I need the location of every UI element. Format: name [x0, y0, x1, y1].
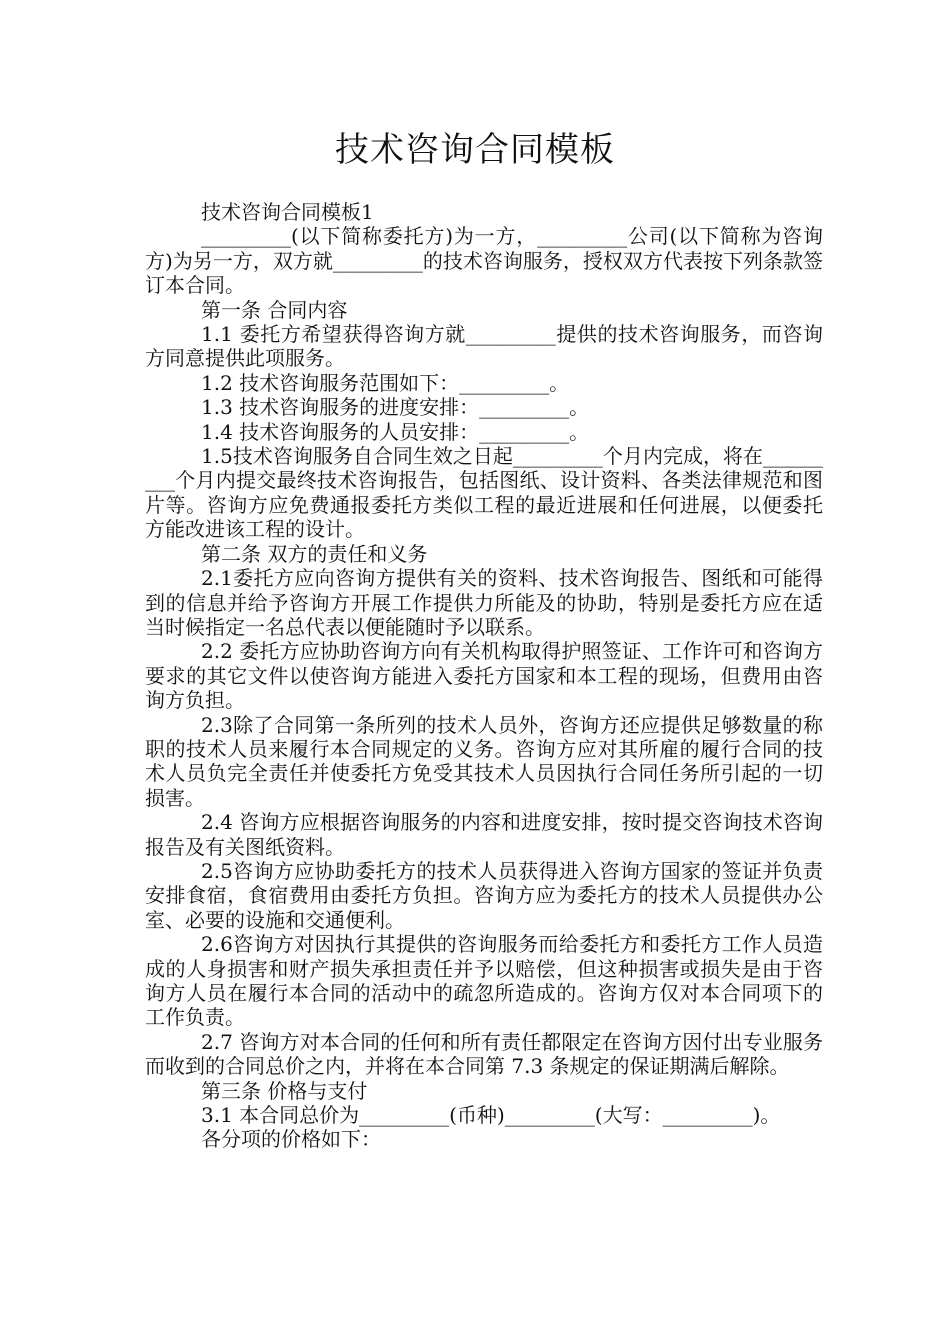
document-title: 技术咨询合同模板 — [335, 130, 615, 170]
document-body — [145, 200, 823, 1152]
clause-1-3: 1.3 技术咨询服务的进度安排：_________。 — [201, 395, 590, 420]
clause-2-7: 2.7 咨询方对本合同的任何和所有责任都限定在咨询方因付出专业服务而收到的合同总价之内，并将在本合同第 7.3 条规定的保证期满后解除。 — [145, 1029, 823, 1079]
clause-3-1: 3.1 本合同总价为_________(币种)_________(大写：_________)。 — [201, 1103, 781, 1128]
article-2-heading: 第二条 双方的责任和义务 — [201, 541, 428, 566]
clause-2-3: 2.3除了合同第一条所列的技术人员外，咨询方还应提供足够数量的称职的技术人员来履行本合同规定的义务。咨询方应对其所雇的履行合同的技术人员负完全责任并使委托方免受其技术人员因执行合同任务所引起的一切损害。 — [145, 712, 823, 810]
clause-1-1: 1.1 委托方希望获得咨询方就_________提供的技术咨询服务，而咨询方同意提供此项服务。 — [145, 322, 823, 371]
article-3-heading: 第三条 价格与支付 — [201, 1078, 368, 1103]
clause-1-5: 1.5技术咨询服务自合同生效之日起_________个月内完成，将在_________个月内提交最终技术咨询报告，包括图纸、设计资料、各类法律规范和图片等。咨询方应免费通报委托方类似工程的最近进展和任何进展，以便委托方能改进该工程的设计。 — [145, 444, 823, 542]
article-1-heading: 第一条 合同内容 — [201, 297, 348, 322]
clause-1-4: 1.4 技术咨询服务的人员安排：_________。 — [201, 419, 590, 444]
clause-1-2: 1.2 技术咨询服务范围如下：_________。 — [201, 370, 570, 395]
clause-2-4: 2.4 咨询方应根据咨询服务的内容和进度安排，按时提交咨询技术咨询报告及有关图纸资料。 — [145, 810, 823, 859]
subtitle-paragraph: 技术咨询合同模板1 — [201, 200, 374, 224]
clause-2-2: 2.2 委托方应协助咨询方向有关机构取得护照签证、工作许可和咨询方要求的其它文件以使咨询方能进入委托方国家和本工程的现场，但费用由咨询方负担。 — [145, 639, 823, 713]
clause-2-6: 2.6咨询方对因执行其提供的咨询服务而给委托方和委托方工作人员造成的人身损害和财产损失承担责任并予以赔偿，但这种损害或损失是由于咨询方人员在履行本合同的活动中的疏忽所造成的。咨询方仅对本合同项下的工作负责。 — [145, 932, 823, 1030]
intro-paragraph: _________(以下简称委托方)为一方，_________公司(以下简称为咨询方)为另一方，双方就_________的技术咨询服务，授权双方代表按下列条款签订本合同。 — [145, 224, 823, 298]
clause-2-5: 2.5咨询方应协助委托方的技术人员获得进入咨询方国家的签证并负责安排食宿，食宿费用由委托方负担。咨询方应为委托方的技术人员提供办公室、必要的设施和交通便利。 — [145, 858, 823, 932]
clause-2-1: 2.1委托方应向咨询方提供有关的资料、技术咨询报告、图纸和可能得到的信息并给予咨询方开展工作提供力所能及的协助，特别是委托方应在适当时候指定一名总代表以便能随时予以联系。 — [145, 566, 823, 639]
itemized-price-intro: 各分项的价格如下： — [201, 1127, 381, 1152]
